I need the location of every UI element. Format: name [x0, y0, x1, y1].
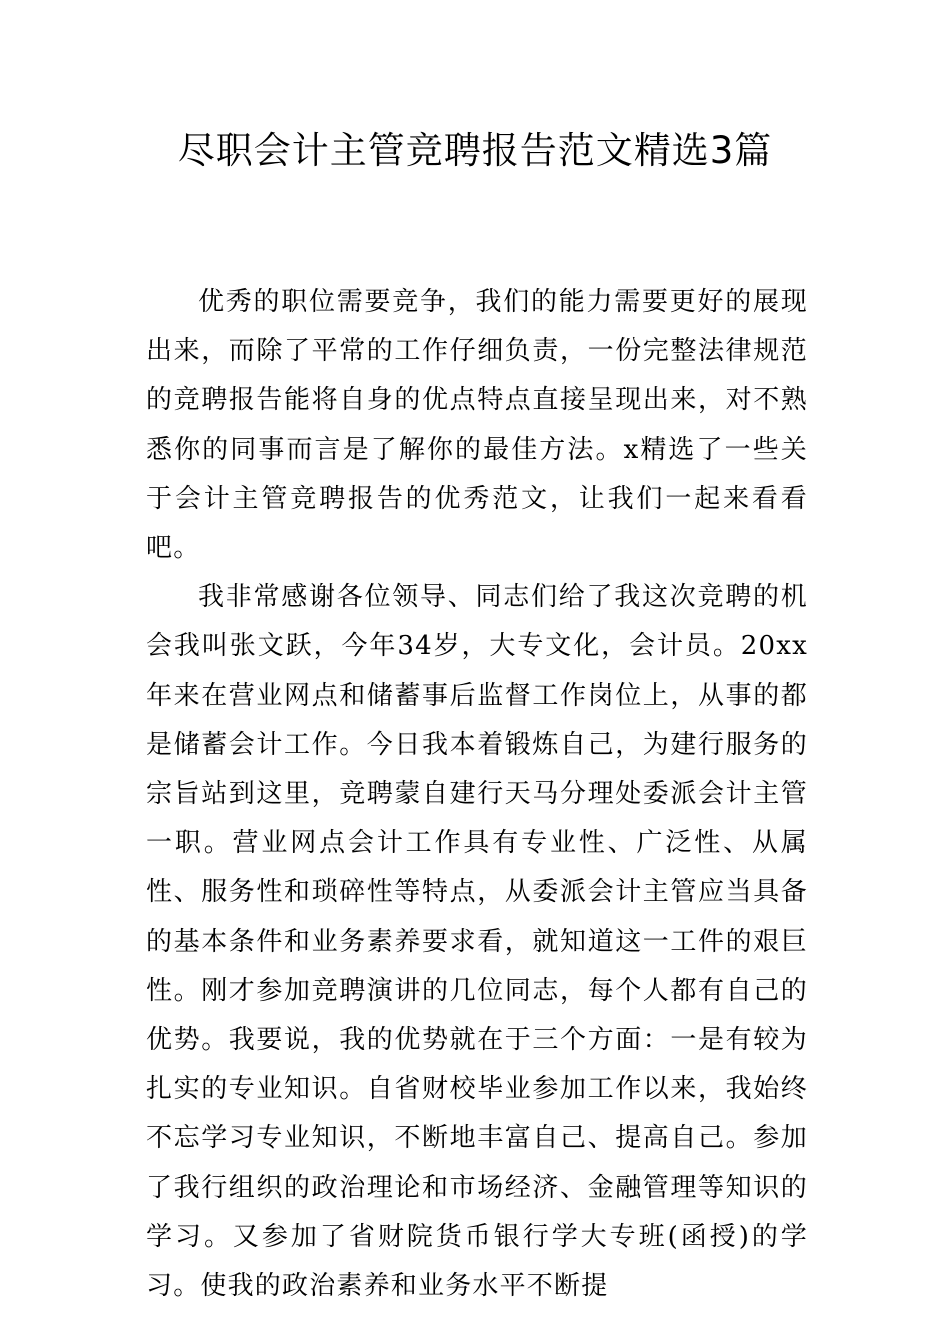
paragraph-speech: 我非常感谢各位领导、同志们给了我这次竞聘的机会我叫张文跃，今年34岁，大专文化，会计员。20xx年来在营业网点和储蓄事后监督工作岗位上，从事的都是储蓄会计工作。今日我本着锻炼自己，为建行服务的宗旨站到这里，竞聘蒙自建行天马分理处委派会计主管一职。营业网点会计工作具有专业性、广泛性、从属性、服务性和琐碎性等特点，从委派会计主管应当具备的基本条件和业务素养要求看，就知道这一工件的艰巨性。刚才参加竞聘演讲的几位同志，每个人都有自己的优势。我要说，我的优势就在于三个方面：一是有较为扎实的专业知识。自省财校毕业参加工作以来，我始终不忘学习专业知识，不断地丰富自己、提高自己。参加了我行组织的政治理论和市场经济、金融管理等知识的学习。又参加了省财院货币银行学大专班(函授)的学习。使我的政治素养和业务水平不断提 — [146, 582, 808, 1302]
paragraph-intro: 优秀的职位需要竞争，我们的能力需要更好的展现出来，而除了平常的工作仔细负责，一份完整法律规范的竞聘报告能将自身的优点特点直接呈现出来，对不熟悉你的同事而言是了解你的最佳方法。x精选了一些关于会计主管竞聘报告的优秀范文，让我们一起来看看吧。 — [146, 287, 808, 564]
document-body — [146, 278, 808, 1311]
document-title: 尽职会计主管竞聘报告范文精选3篇 — [177, 129, 773, 172]
